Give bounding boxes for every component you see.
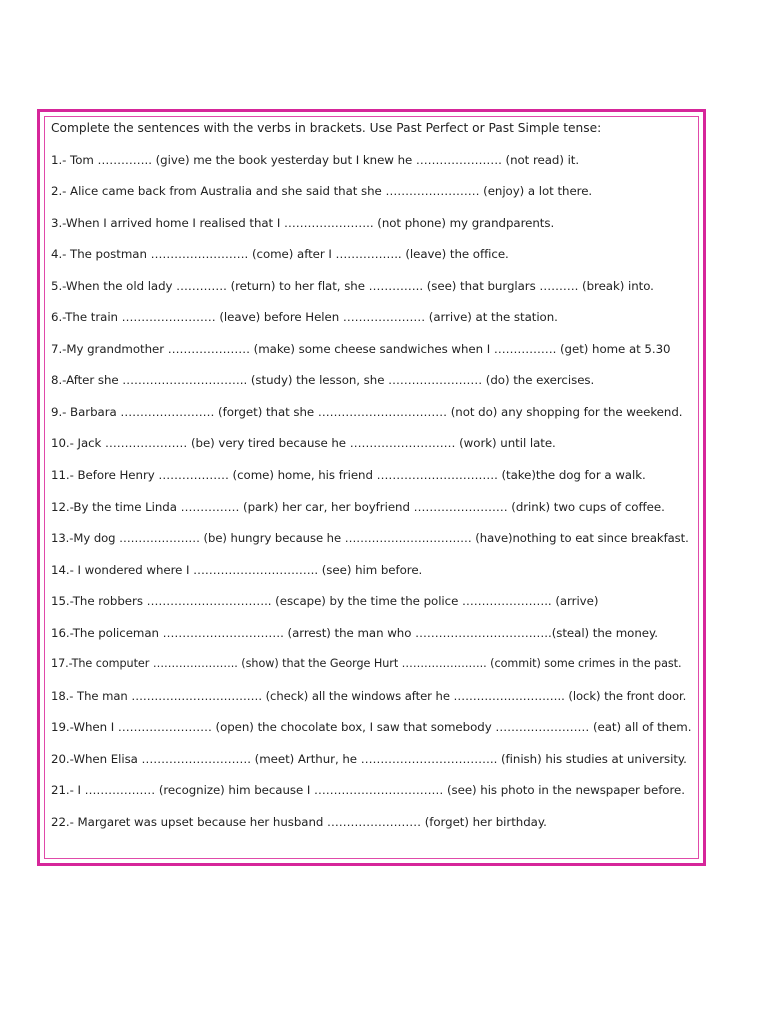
exercise-item-17: 17.-The computer ………………….. (show) that the George Hurt ………………….. (commit) some crimes in the past.: [51, 657, 682, 671]
exercise-item-18: 18.- The man ……………………………. (check) all the windows after he ……………………….. (lock) the front door.: [51, 688, 687, 703]
exercise-item-15: 15.-The robbers ………………………….. (escape) by the time the police ………………….. (arrive): [51, 594, 599, 609]
exercise-list: [51, 151, 691, 831]
exercise-item-13: 13.-My dog ………………… (be) hungry because he …………………………… (have)nothing to eat since breakfast.: [51, 531, 689, 546]
exercise-item-2: 2.- Alice came back from Australia and she said that she …………………… (enjoy) a lot there.: [51, 184, 593, 199]
worksheet-content: [51, 119, 691, 845]
exercise-item-20: 20.-When Elisa ………………………. (meet) Arthur, he …………………………….. (finish) his studies at university.: [51, 751, 687, 766]
exercise-item-19: 19.-When I …………………… (open) the chocolate box, I saw that somebody …………………… (eat) all of them.: [51, 720, 692, 735]
exercise-item-5: 5.-When the old lady …………. (return) to her flat, she ………….. (see) that burglars ………. (break) into.: [51, 278, 654, 293]
exercise-item-4: 4.- The postman ……………………. (come) after I …………….. (leave) the office.: [51, 247, 509, 262]
exercise-item-1: 1.- Tom ………….. (give) me the book yesterday but I knew he …………………. (not read) it.: [51, 152, 580, 167]
exercise-item-8: 8.-After she ………………………….. (study) the lesson, she …………………… (do) the exercises.: [51, 373, 595, 388]
exercise-item-16: 16.-The policeman …………………………. (arrest) the man who ……………………………..(steal) the money.: [51, 625, 658, 640]
exercise-item-10: 10.- Jack ………………… (be) very tired because he ……………………… (work) until late.: [51, 436, 556, 451]
exercise-item-6: 6.-The train …………………… (leave) before Helen ………………… (arrive) at the station.: [51, 310, 558, 325]
exercise-item-12: 12.-By the time Linda …………… (park) her car, her boyfriend …………………… (drink) two cups of coffee.: [51, 499, 665, 514]
worksheet-instruction: Complete the sentences with the verbs in brackets. Use Past Perfect or Past Simple tense:: [51, 121, 602, 135]
exercise-item-7: 7.-My grandmother ………………… (make) some cheese sandwiches when I ……………. (get) home at 5.30: [51, 341, 671, 356]
exercise-item-9: 9.- Barbara …………………… (forget) that she …………………………… (not do) any shopping for the weekend.: [51, 404, 683, 419]
exercise-item-3: 3.-When I arrived home I realised that I ………………….. (not phone) my grandparents.: [51, 215, 555, 230]
exercise-item-11: 11.- Before Henry ……………… (come) home, his friend …………………………. (take)the dog for a walk.: [51, 467, 646, 482]
exercise-item-14: 14.- I wondered where I ………………………….. (see) him before.: [51, 562, 423, 577]
exercise-item-22: 22.- Margaret was upset because her husband …………………… (forget) her birthday.: [51, 814, 547, 829]
exercise-item-21: 21.- I ……………… (recognize) him because I …………………………… (see) his photo in the newspaper before.: [51, 783, 685, 798]
